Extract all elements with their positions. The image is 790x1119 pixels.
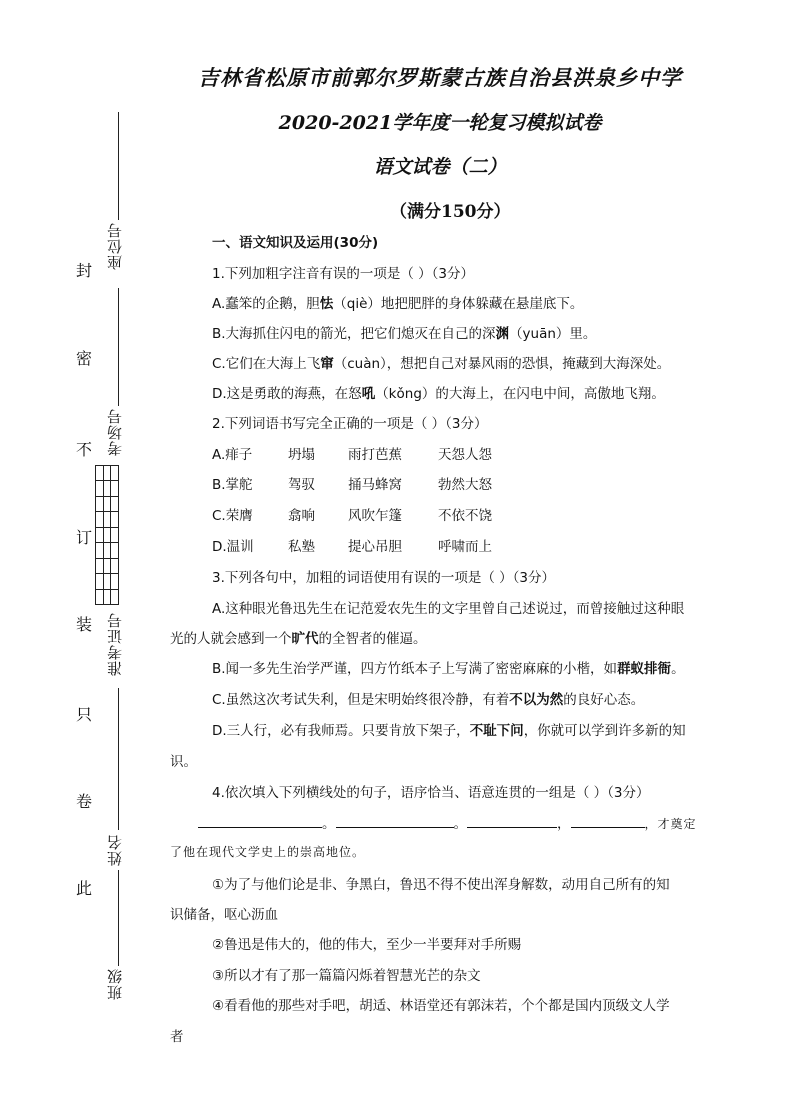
question-4-tail-line: 了他在现代文学史上的崇高地位。 — [170, 845, 366, 859]
seal-char: 不 — [76, 440, 93, 459]
question-1-stem: 1.下列加粗字注音有误的一项是（ ）（3分） — [212, 266, 475, 282]
seal-char: 此 — [76, 879, 93, 898]
question-3-option-c — [212, 688, 644, 708]
option-text: 的良好心态。 — [563, 692, 645, 708]
bold-word: 不以为然 — [509, 692, 564, 708]
class-label: 班级 — [106, 968, 124, 1000]
answer-blank[interactable] — [467, 815, 557, 828]
option-text: D.三人行，必有我师焉。只要肯放下架子， — [212, 723, 470, 739]
bold-word: 群蚁排衙 — [617, 661, 672, 677]
option-text: C.它们在大海上飞 — [212, 356, 321, 372]
option-text: D.这是勇敢的海燕，在怒 — [212, 386, 362, 402]
question-2-option-d — [212, 535, 492, 555]
option-text: （cuàn），想把自己对暴风雨的恐惧，掩藏到大海深处。 — [333, 356, 671, 372]
option-text: 的全智者的催逼。 — [318, 631, 427, 647]
margin-line — [118, 870, 119, 966]
seal-char: 密 — [76, 349, 93, 368]
question-3-option-a-line2 — [170, 627, 427, 647]
seal-char: 封 — [76, 261, 93, 280]
margin-line — [118, 112, 119, 220]
word: 驾驭 — [288, 477, 315, 493]
question-4-sentence-3: ③所以才有了那一篇篇闪烁着智慧光芒的杂文 — [212, 968, 481, 984]
word: 风吹乍篷 — [348, 508, 402, 524]
word: 翕响 — [288, 508, 315, 524]
option-text: B.大海抓住闪电的箭光，把它们熄灭在自己的深 — [212, 326, 496, 342]
word: 捅马蜂窝 — [348, 477, 402, 493]
word: 雨打芭蕉 — [348, 447, 402, 463]
seal-char: 装 — [76, 615, 93, 634]
answer-blank[interactable] — [336, 815, 454, 828]
question-1-option-b — [212, 322, 596, 342]
word: 不依不饶 — [438, 508, 492, 524]
question-4-sentence-1-line2: 识储备，呕心沥血 — [170, 907, 278, 923]
question-1-option-d — [212, 382, 665, 402]
question-4-sentence-4-line2: 者 — [170, 1029, 184, 1045]
word: 提心吊胆 — [348, 539, 402, 555]
option-text: 。 — [671, 661, 685, 677]
word: 呼啸而上 — [438, 539, 492, 555]
question-4-sentence-2: ②鲁迅是伟大的，他的伟大，至少一半要拜对手所赐 — [212, 937, 522, 953]
full-score: （满分150分） — [390, 202, 511, 222]
question-3-stem: 3.下列各句中，加粗的词语使用有误的一项是（ ）（3分） — [212, 570, 556, 586]
seal-char: 订 — [76, 528, 93, 547]
sentence-tail: ，才奠定 — [644, 817, 697, 831]
ticket-number-grid[interactable] — [95, 465, 119, 605]
word: D.温训 — [212, 539, 254, 555]
word: B.掌舵 — [212, 477, 253, 493]
question-4-sentence-4-line1: ④看看他的那些对手吧，胡适、林语堂还有郭沫若，个个都是国内顶级文人学 — [212, 998, 670, 1014]
question-4-blanks: 。 。 ， ，才奠定 — [198, 812, 697, 832]
school-title: 吉林省松原市前郭尔罗斯蒙古族自治县洪泉乡中学 — [198, 65, 682, 90]
word: 勃然大怒 — [438, 477, 492, 493]
option-text: 光的人就会感到一个 — [170, 631, 292, 647]
question-1-option-a — [212, 292, 583, 312]
word: A.痱子 — [212, 447, 253, 463]
question-3-option-d-line2: 识。 — [170, 754, 197, 770]
bold-char: 窜 — [320, 356, 334, 372]
seal-char: 只 — [76, 705, 93, 724]
answer-blank[interactable] — [571, 815, 645, 828]
exam-room-label: 考场号 — [106, 408, 124, 456]
option-text: （qiè）地把肥胖的身体躲藏在悬崖底下。 — [333, 296, 584, 312]
seal-char: 卷 — [76, 792, 93, 811]
margin-line — [118, 688, 119, 830]
bold-char: 吼 — [361, 386, 376, 402]
bold-word: 不耻下问 — [469, 723, 524, 739]
word: 坍塌 — [288, 447, 315, 463]
name-label: 姓名 — [106, 834, 124, 866]
bold-char: 渊 — [495, 326, 510, 342]
ticket-number-label: 准考证号 — [106, 612, 124, 676]
question-2-option-c — [212, 504, 492, 524]
option-text: ，你就可以学到许多新的知 — [523, 723, 686, 739]
option-text: C.虽然这次考试失利，但是宋明始终很冷静，有着 — [212, 692, 510, 708]
option-text: （yuān）里。 — [509, 326, 597, 342]
paper-title: 语文试卷（二） — [373, 156, 507, 178]
word: 私塾 — [288, 539, 315, 555]
seat-number-label: 座位号 — [106, 222, 124, 270]
question-1-option-c — [212, 352, 670, 372]
option-text: B.闻一多先生治学严谨，四方竹纸本子上写满了密密麻麻的小楷，如 — [212, 661, 618, 677]
bold-char: 怯 — [319, 296, 334, 312]
bold-word: 旷代 — [291, 631, 319, 647]
question-2-option-a — [212, 443, 492, 463]
word: 天怨人怨 — [438, 447, 492, 463]
question-3-option-a-line1: A.这种眼光鲁迅先生在记范爱农先生的文字里曾自己述说过，而曾接触过这种眼 — [212, 601, 685, 617]
question-3-option-b — [212, 657, 685, 677]
word: C.荣膺 — [212, 508, 253, 524]
option-text: A.蠢笨的企鹅，胆 — [212, 296, 320, 312]
margin-line — [118, 288, 119, 406]
question-4-stem: 4.依次填入下列横线处的句子，语序恰当、语意连贯的一组是（ ）（3分） — [212, 785, 650, 801]
question-4-sentence-1-line1: ①为了与他们论是非、争黑白，鲁迅不得不使出浑身解数，动用自己所有的知 — [212, 877, 670, 893]
option-text: （kǒng）的大海上，在闪电中间，高傲地飞翔。 — [375, 386, 665, 402]
section-heading: 一、语文知识及运用(30分) — [212, 235, 379, 251]
question-2-option-b — [212, 473, 492, 493]
question-3-option-d — [212, 719, 686, 739]
exam-year-title: 2020-2021学年度一轮复习模拟试卷 — [278, 112, 602, 134]
question-2-stem: 2.下列词语书写完全正确的一项是（ ）（3分） — [212, 416, 488, 432]
answer-blank[interactable] — [198, 815, 322, 828]
